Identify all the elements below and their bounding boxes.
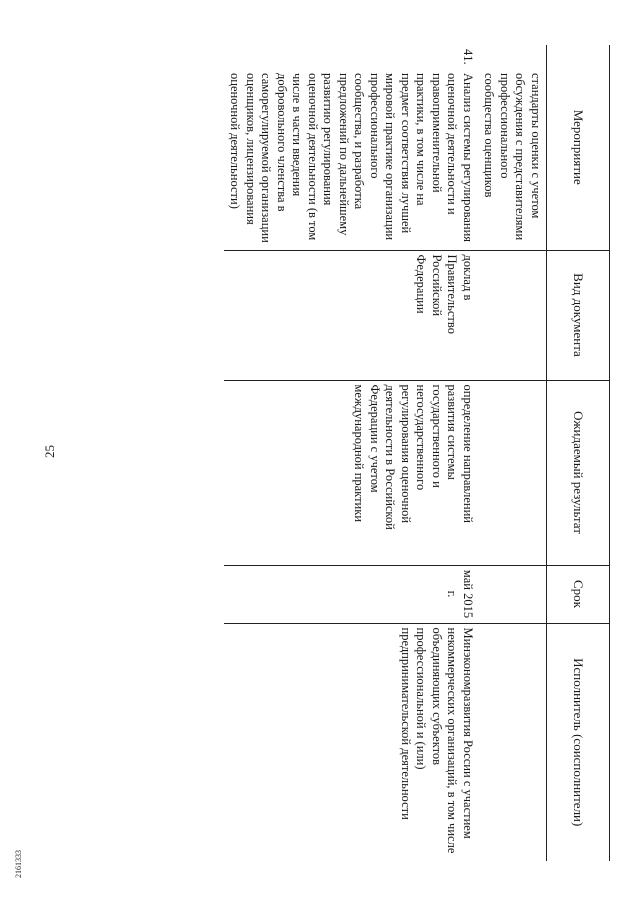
term-cell: май 2015 г. [224, 565, 478, 623]
header-term: Срок [547, 565, 610, 623]
result-cell: определение направлений развития системы государственного и негосударственного регулирования оценочной деятельности в Российской Федерации с учетом международной практики [224, 380, 478, 565]
header-measure: Мероприятие [547, 45, 610, 250]
measure-cell [478, 45, 547, 250]
table-header-row [547, 45, 610, 861]
table-row [478, 45, 547, 861]
document-code: 2161333 [14, 850, 23, 878]
measure-cell [224, 45, 478, 250]
table-row [224, 45, 478, 861]
measure-text: стандарты оценки с учетом обсуждения с представителями профессионального сообщества оценщиков [482, 73, 543, 241]
rotated-table-sheet [70, 45, 610, 861]
result-cell [478, 380, 547, 565]
action-plan-table [224, 45, 610, 861]
doc-type-cell: доклад в Правительство Российской Федерации [224, 250, 478, 380]
measure-text: Анализ системы регулирования оценочной деятельности и правоприменительной практики, в том числе на предмет соответствия лучшей мировой практике организации профессионального сообщества, и разработка предложений по дальнейшему развитию регулирования оценочной деятельности (в том числе в части введения добровольного членства в саморегулируемой организации оценщиков, лицензирования оценочной деятельности) [228, 73, 475, 243]
header-executor: Исполнитель (соисполнители) [547, 623, 610, 861]
term-cell [478, 565, 547, 623]
header-result: Ожидаемый результат [547, 380, 610, 565]
page-number: 25 [42, 445, 57, 458]
executor-cell: Минэкономразвития России с участием некоммерческих организаций, в том числе объединяющих субъектов профессиональной и (или) предпринимательской деятельности [224, 623, 478, 861]
executor-cell [478, 623, 547, 861]
header-doc-type: Вид документа [547, 250, 610, 380]
row-number: 41. [461, 49, 475, 65]
doc-type-cell [478, 250, 547, 380]
